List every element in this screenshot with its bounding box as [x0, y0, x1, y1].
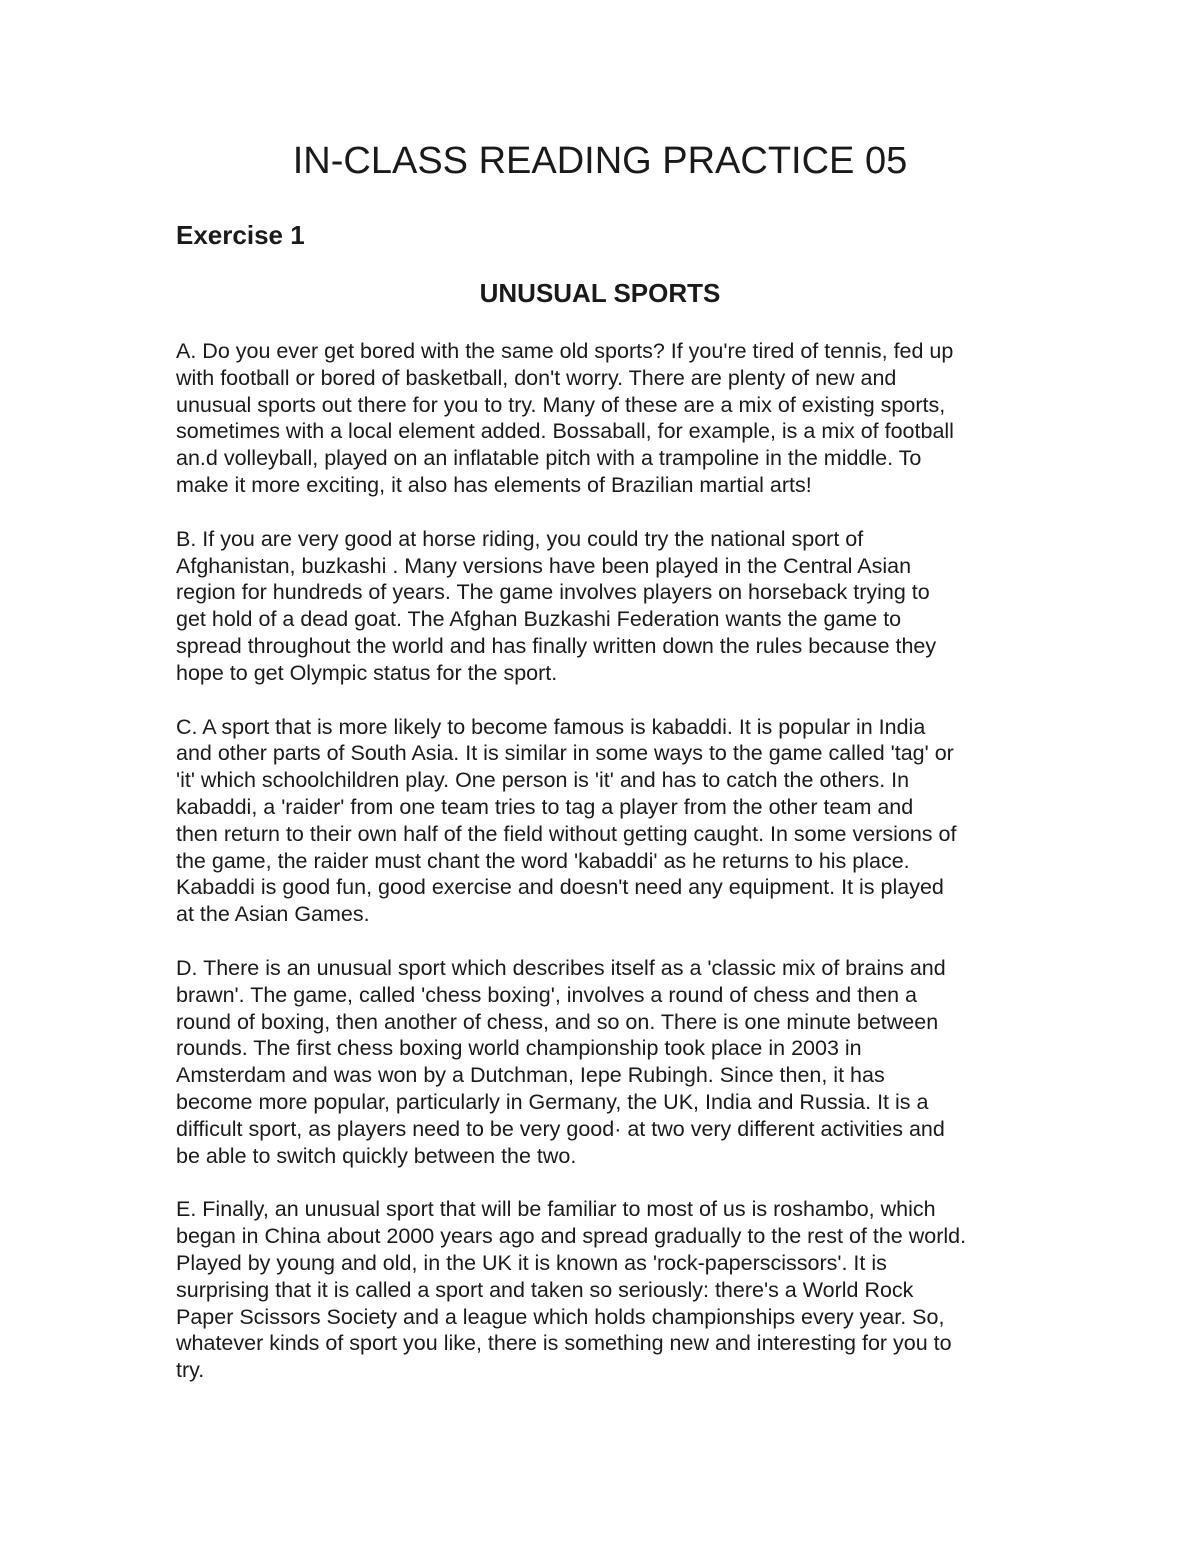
- exercise-heading: Exercise 1: [176, 220, 305, 250]
- text-line: rounds. The first chess boxing world championship took place in 2003 in: [176, 1036, 862, 1061]
- paragraph-d: [176, 955, 1036, 1169]
- text-line: began in China about 2000 years ago and spread gradually to the rest of the world.: [176, 1224, 967, 1249]
- text-line: sometimes with a local element added. Bossaball, for example, is a mix of football: [176, 419, 954, 444]
- text-line: A. Do you ever get bored with the same old sports? If you're tired of tennis, fed up: [176, 339, 954, 363]
- text-line: an.d volleyball, played on an inflatable pitch with a trampoline in the middle. To: [176, 446, 922, 471]
- text-line: brawn'. The game, called 'chess boxing', involves a round of chess and then a: [176, 982, 917, 1007]
- paragraph-c: [176, 714, 1036, 928]
- text-line: kabaddi, a 'raider' from one team tries to tag a player from the other team and: [176, 794, 914, 819]
- paragraph-e: [176, 1196, 1036, 1384]
- text-line: then return to their own half of the field without getting caught. In some versions of: [176, 821, 957, 846]
- text-line: E. Finally, an unusual sport that will be familiar to most of us is roshambo, which: [176, 1197, 936, 1222]
- text-line: with football or bored of basketball, don't worry. There are plenty of new and: [176, 365, 897, 390]
- text-line: 'it' which schoolchildren play. One person is 'it' and has to catch the others. In: [176, 768, 910, 793]
- text-line: D. There is an unusual sport which describes itself as a 'classic mix of brains and: [176, 955, 946, 980]
- text-line: get hold of a dead goat. The Afghan Buzkashi Federation wants the game to: [176, 607, 902, 632]
- text-line: hope to get Olympic status for the sport.: [176, 660, 558, 685]
- text-line: B. If you are very good at horse riding, you could try the national sport of: [176, 526, 864, 551]
- text-line: Amsterdam and was won by a Dutchman, Iepe Rubingh. Since then, it has: [176, 1063, 885, 1088]
- text-line: the game, the raider must chant the word 'kabaddi' as he returns to his place.: [176, 848, 910, 873]
- article-body: [176, 338, 1036, 1411]
- text-line: Afghanistan, buzkashi . Many versions have been played in the Central Asian: [176, 553, 912, 578]
- text-line: at the Asian Games.: [176, 902, 370, 927]
- text-line: Paper Scissors Society and a league which holds championships every year. So,: [176, 1304, 945, 1329]
- text-line: spread throughout the world and has finally written down the rules because they: [176, 633, 937, 658]
- text-line: difficult sport, as players need to be very good· at two very different activities and: [176, 1116, 945, 1141]
- text-line: be able to switch quickly between the two.: [176, 1143, 577, 1168]
- text-line: become more popular, particularly in Germany, the UK, India and Russia. It is a: [176, 1089, 929, 1114]
- text-line: unusual sports out there for you to try. Many of these are a mix of existing sports,: [176, 392, 946, 417]
- text-line: whatever kinds of sport you like, there is something new and interesting for you to: [176, 1331, 952, 1356]
- text-line: C. A sport that is more likely to become famous is kabaddi. It is popular in India: [176, 714, 926, 739]
- paragraph-a: [176, 338, 1036, 499]
- text-line: round of boxing, then another of chess, and so on. There is one minute between: [176, 1009, 939, 1034]
- article-title: UNUSUAL SPORTS: [479, 278, 721, 308]
- page-title: IN-CLASS READING PRACTICE 05: [292, 140, 908, 182]
- text-line: Played by young and old, in the UK it is known as 'rock-paperscissors'. It is: [176, 1250, 887, 1275]
- paragraph-b: [176, 526, 1036, 687]
- text-line: surprising that it is called a sport and taken so seriously: there's a World Rock: [176, 1277, 914, 1302]
- text-line: Kabaddi is good fun, good exercise and doesn't need any equipment. It is played: [176, 875, 944, 900]
- text-line: region for hundreds of years. The game involves players on horseback trying to: [176, 580, 930, 605]
- text-line: try.: [176, 1358, 205, 1383]
- text-line: and other parts of South Asia. It is similar in some ways to the game called 'tag' or: [176, 741, 954, 766]
- text-line: make it more exciting, it also has elements of Brazilian martial arts!: [176, 472, 812, 497]
